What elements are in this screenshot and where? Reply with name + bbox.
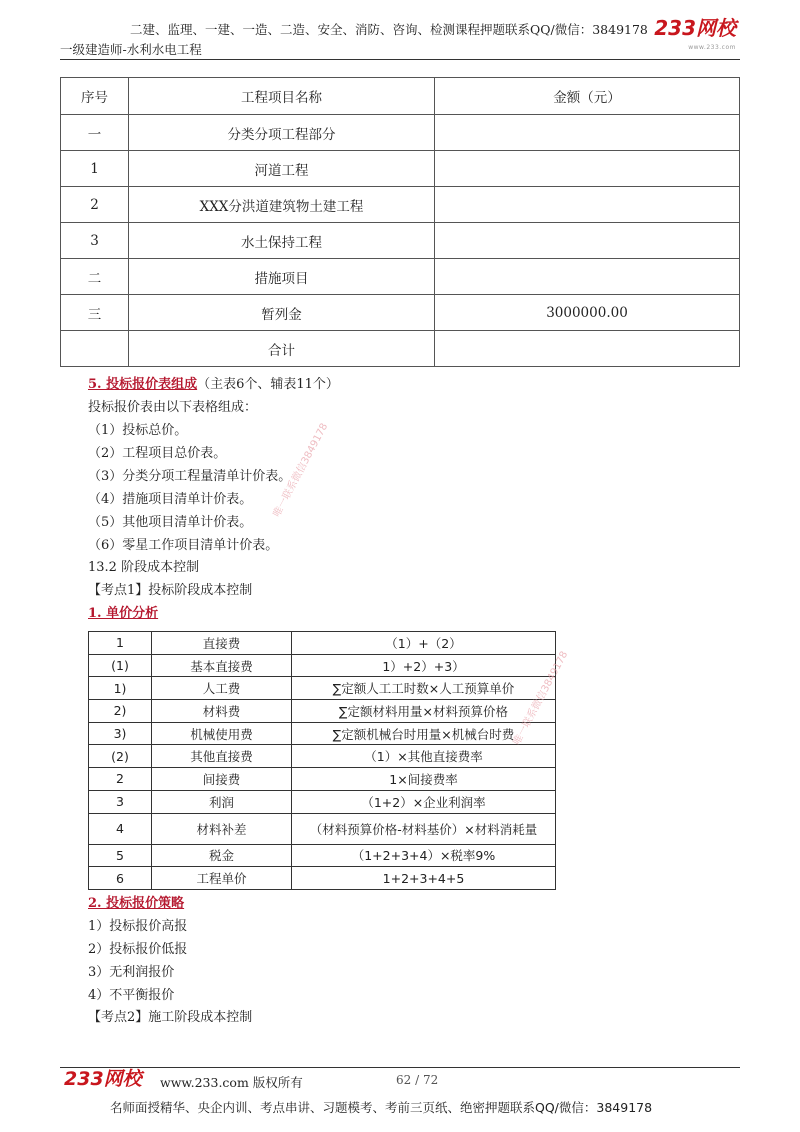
list-item: 2）投标报价低报 bbox=[88, 942, 188, 957]
table-row bbox=[89, 813, 556, 844]
subheading-bid-strategy: 2. 投标报价策略 bbox=[88, 896, 185, 911]
table-row bbox=[89, 745, 556, 768]
table-row bbox=[89, 844, 556, 867]
table-header-row bbox=[61, 78, 740, 115]
cell: （1+2）×企业利润率 bbox=[292, 790, 556, 813]
table-row bbox=[89, 867, 556, 890]
cell: 人工费 bbox=[152, 677, 292, 700]
section5-title: 5. 投标报价表组成 bbox=[88, 377, 198, 392]
project-summary-table bbox=[60, 77, 740, 367]
section-heading-13-2: 13.2 阶段成本控制 bbox=[88, 560, 200, 575]
cell: 合计 bbox=[129, 331, 435, 367]
cell: （材料预算价格-材料基价）×材料消耗量 bbox=[292, 813, 556, 844]
header-cell: 金额（元） bbox=[435, 78, 740, 115]
unit-price-table bbox=[88, 631, 556, 890]
cell: 1）+2）+3） bbox=[292, 654, 556, 677]
table-row bbox=[61, 151, 740, 187]
table-row bbox=[89, 677, 556, 700]
cell: 工程单价 bbox=[152, 867, 292, 890]
cell: 1 bbox=[61, 151, 129, 187]
cell: 材料费 bbox=[152, 700, 292, 723]
list-item: （3）分类分项工程量清单计价表。 bbox=[88, 469, 292, 484]
cell: 直接费 bbox=[152, 632, 292, 655]
header-cell: 序号 bbox=[61, 78, 129, 115]
kaodian-2: 【考点2】施工阶段成本控制 bbox=[88, 1010, 253, 1025]
cell: 二 bbox=[61, 259, 129, 295]
cell: 1 bbox=[89, 632, 152, 655]
table-row bbox=[61, 295, 740, 331]
cell bbox=[435, 259, 740, 295]
section5-intro: 投标报价表由以下表格组成： bbox=[88, 400, 258, 415]
table-row bbox=[89, 768, 556, 791]
list-item: 4）不平衡报价 bbox=[88, 988, 175, 1003]
header-subject: 一级建造师-水利水电工程 bbox=[60, 42, 202, 57]
cell bbox=[435, 151, 740, 187]
cell: 利润 bbox=[152, 790, 292, 813]
cell: 基本直接费 bbox=[152, 654, 292, 677]
cell: 3 bbox=[89, 790, 152, 813]
footer-site: www.233.com 版权所有 bbox=[160, 1075, 303, 1090]
subheading-unit-price: 1. 单价分析 bbox=[88, 606, 159, 621]
table-row bbox=[89, 632, 556, 655]
table-row bbox=[61, 223, 740, 259]
table-row bbox=[89, 722, 556, 745]
kaodian-1: 【考点1】投标阶段成本控制 bbox=[88, 583, 253, 598]
cell: 1) bbox=[89, 677, 152, 700]
cell bbox=[435, 187, 740, 223]
table-row bbox=[61, 259, 740, 295]
cell: 水土保持工程 bbox=[129, 223, 435, 259]
table-row bbox=[61, 115, 740, 151]
section5-heading bbox=[88, 374, 339, 395]
cell: 6 bbox=[89, 867, 152, 890]
watermark: 唯一联系微信3849178 bbox=[511, 649, 571, 748]
list-item: （2）工程项目总价表。 bbox=[88, 446, 227, 461]
header-logo: 233网校 www.233.com bbox=[654, 16, 736, 51]
cell: ∑定额材料用量×材料预算价格 bbox=[292, 700, 556, 723]
cell: （1）+（2） bbox=[292, 632, 556, 655]
list-item: （4）措施项目清单计价表。 bbox=[88, 492, 253, 507]
cell: 2) bbox=[89, 700, 152, 723]
list-item: （6）零星工作项目清单计价表。 bbox=[88, 538, 279, 553]
section5-note: （主表6个、辅表11个） bbox=[197, 377, 339, 392]
cell: 其他直接费 bbox=[152, 745, 292, 768]
cell: 一 bbox=[61, 115, 129, 151]
cell: 分类分项工程部分 bbox=[129, 115, 435, 151]
table-row bbox=[89, 790, 556, 813]
header-cell: 工程项目名称 bbox=[129, 78, 435, 115]
page-number: 62 / 72 bbox=[396, 1073, 439, 1087]
cell: 5 bbox=[89, 844, 152, 867]
cell: 3000000.00 bbox=[435, 295, 740, 331]
cell: ∑定额机械台时用量×机械台时费 bbox=[292, 722, 556, 745]
cell: 2 bbox=[61, 187, 129, 223]
cell: 3) bbox=[89, 722, 152, 745]
cell: (1) bbox=[89, 654, 152, 677]
cell: 机械使用费 bbox=[152, 722, 292, 745]
cell: 1+2+3+4+5 bbox=[292, 867, 556, 890]
cell: 材料补差 bbox=[152, 813, 292, 844]
cell: 暂列金 bbox=[129, 295, 435, 331]
table-row bbox=[61, 187, 740, 223]
cell: 4 bbox=[89, 813, 152, 844]
cell: ∑定额人工工时数×人工预算单价 bbox=[292, 677, 556, 700]
cell bbox=[435, 223, 740, 259]
page-header bbox=[60, 14, 740, 60]
cell: 2 bbox=[89, 768, 152, 791]
cell bbox=[61, 331, 129, 367]
table-row bbox=[89, 700, 556, 723]
cell: 措施项目 bbox=[129, 259, 435, 295]
table-row bbox=[89, 654, 556, 677]
cell: 间接费 bbox=[152, 768, 292, 791]
list-item: 3）无利润报价 bbox=[88, 965, 175, 980]
cell: （1+2+3+4）×税率9% bbox=[292, 844, 556, 867]
footer-promo: 名师面授精华、央企内训、考点串讲、习题模考、考前三页纸、绝密押题联系QQ/微信：3849178 bbox=[110, 1100, 653, 1115]
footer-logo: 233网校 bbox=[64, 1068, 142, 1090]
watermark: 唯一联系微信3849178 bbox=[271, 421, 331, 520]
cell: XXX分洪道建筑物土建工程 bbox=[129, 187, 435, 223]
list-item: （5）其他项目清单计价表。 bbox=[88, 515, 253, 530]
cell: 税金 bbox=[152, 844, 292, 867]
cell: (2) bbox=[89, 745, 152, 768]
list-item: （1）投标总价。 bbox=[88, 423, 188, 438]
cell: 3 bbox=[61, 223, 129, 259]
cell: 1×间接费率 bbox=[292, 768, 556, 791]
cell: 三 bbox=[61, 295, 129, 331]
cell: 河道工程 bbox=[129, 151, 435, 187]
header-promo: 二建、监理、一建、一造、二造、安全、消防、咨询、检测课程押题联系QQ/微信：3849178 bbox=[130, 22, 648, 37]
table-row bbox=[61, 331, 740, 367]
page-footer bbox=[60, 1067, 740, 1115]
cell bbox=[435, 331, 740, 367]
list-item: 1）投标报价高报 bbox=[88, 919, 188, 934]
cell bbox=[435, 115, 740, 151]
cell: （1）×其他直接费率 bbox=[292, 745, 556, 768]
